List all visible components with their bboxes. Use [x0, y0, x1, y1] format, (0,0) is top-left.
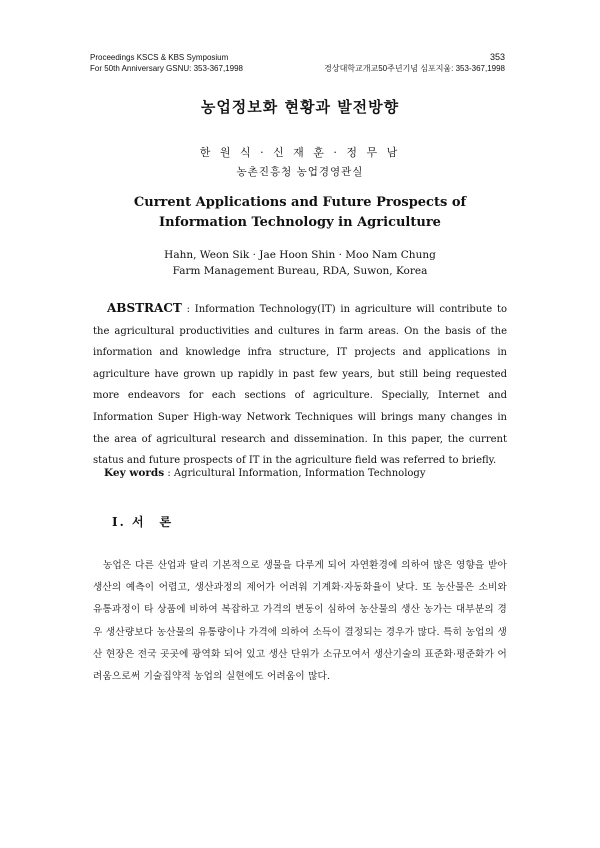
keywords-text: Agricultural Information, Information Technology [173, 468, 426, 479]
keywords-separator: : [164, 468, 174, 479]
running-header-left [90, 52, 243, 74]
abstract-label: ABSTRACT [107, 301, 182, 315]
english-affiliation: Farm Management Bureau, RDA, Suwon, Korea [172, 265, 428, 277]
korean-citation: 경상대학교개교50주년기념 심포지움: 353-367,1998 [324, 64, 505, 73]
abstract-text: Information Technology(IT) in agriculture will contribute to the agricultural productivities and cultures in farm areas. On the basis of the information and knowledge infra structure, IT projects and applications in agriculture have grown up rapidly in past few years, but still being requested more endeavors for each sections of agriculture. Specially, Internet and Information Super High-way Network Techniques will brings many changes in the area of agricultural research and dissemination. In this paper, the current status and future prospects of IT in the agriculture field was referred to briefly. [93, 304, 507, 467]
body-paragraph: 농업은 다른 산업과 달리 기본적으로 생물을 다루게 되어 자연환경에 의하여 많은 영향을 받아 생산의 예측이 어렵고, 생산과정의 제어가 어려워 기계화·자동화율이 낮다. 또 농산물은 소비와 유통과정이 타 상품에 비하여 복잡하고 가격의 변동이 심하여 농산물의 생산 농가는 대부분의 경우 생산량보다 농산물의 유통량이나 가격에 의하여 소득이 결정되는 경우가 많다. 특히 농업의 생산 현장은 전국 곳곳에 광역화 되어 있고 생산 단위가 소규모여서 생산기술의 표준화·평준화가 어려움으로써 기술집약적 농업의 실현에도 어려움이 많다. [93, 560, 507, 683]
korean-title: 농업정보화 현황과 발전방향 [200, 98, 400, 116]
page-number: 353 [489, 52, 505, 62]
keywords-label: Key words [104, 467, 165, 479]
abstract-paragraph [93, 298, 507, 472]
abstract [93, 298, 507, 472]
english-authors: Hahn, Weon Sik · Jae Hoon Shin · Moo Nam Chung [164, 249, 436, 261]
running-header-right [324, 52, 505, 74]
proceedings-citation: For 50th Anniversary GSNU: 353-367,1998 [90, 64, 243, 73]
abstract-separator: : [181, 304, 195, 315]
korean-authors: 한 원 식 · 신 재 훈 · 정 무 남 [199, 146, 401, 159]
korean-affiliation: 농촌진흥청 농업경영관실 [236, 166, 364, 178]
body-text [93, 555, 507, 688]
keywords [104, 467, 425, 479]
proceedings-name: Proceedings KSCS & KBS Symposium [90, 53, 229, 62]
section-heading-introduction: Ⅰ. 서 론 [112, 515, 174, 529]
english-title: Current Applications and Future Prospects of Information Technology in Agriculture [133, 195, 467, 230]
